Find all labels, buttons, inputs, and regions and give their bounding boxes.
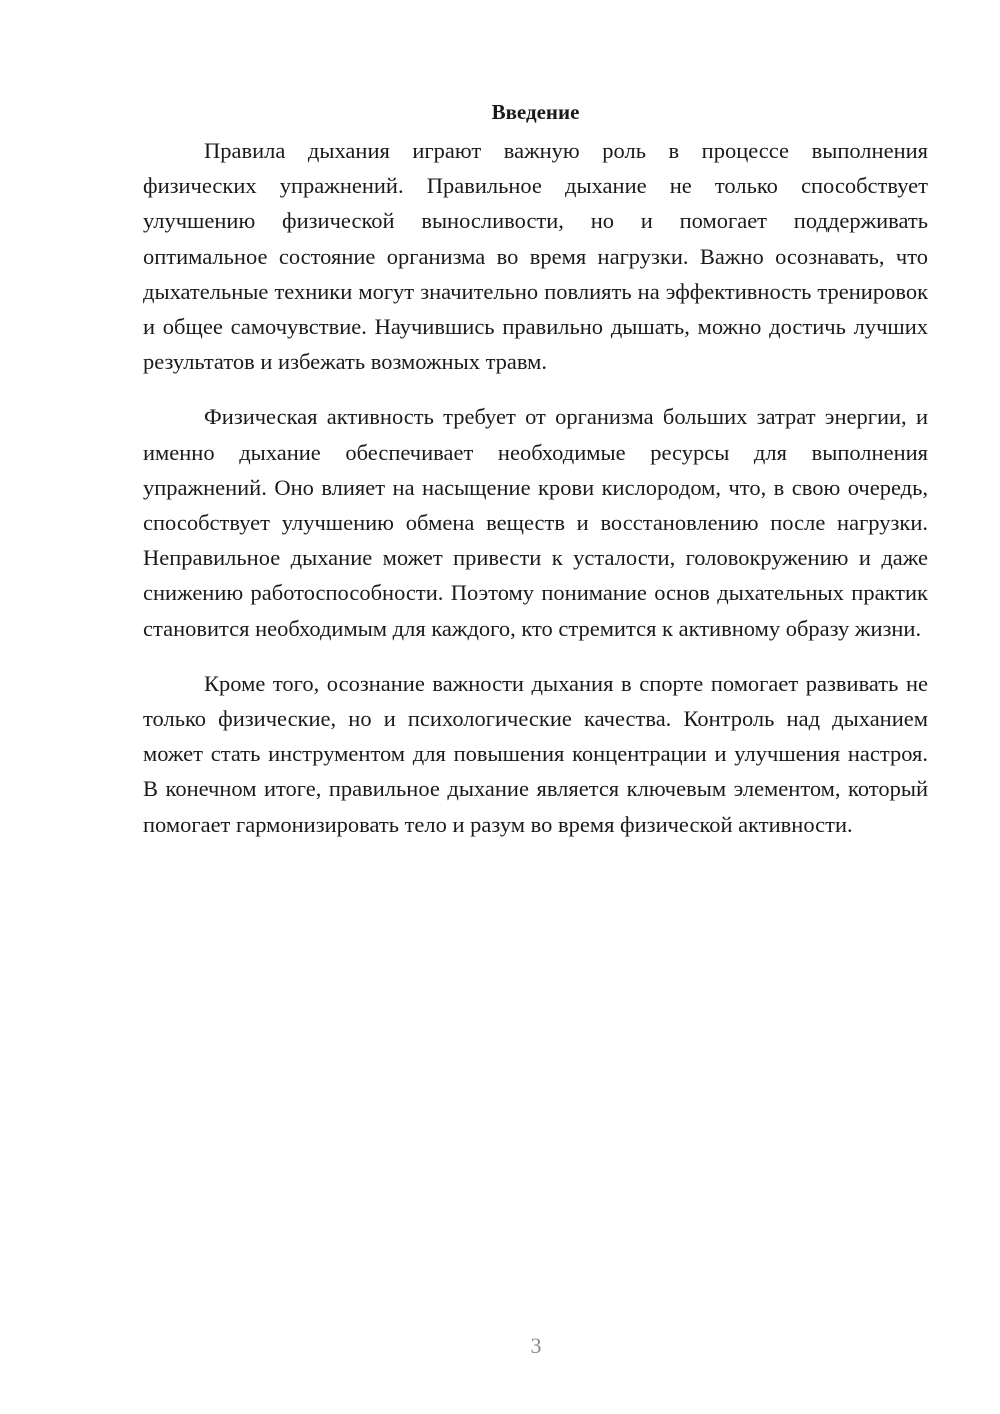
paragraph-2: Физическая активность требует от организма больших затрат энергии, и именно дыхание обеспечивает необходимые ресурсы для выполнения упражнений. Оно влияет на насыщение крови кислородом, что, в свою очередь, способствует улучшению обмена веществ и восстановлению после нагрузки. Неправильное дыхание может привести к усталости, головокружению и даже снижению работоспособности. Поэтому понимание основ дыхательных практик становится необходимым для каждого, кто стремится к активному образу жизни. [143,404,928,641]
page-number: 3 [530,1333,542,1358]
page-content [143,95,928,862]
paragraph-1: Правила дыхания играют важную роль в процессе выполнения физических упражнений. Правильное дыхание не только способствует улучшению физической выносливости, но и помогает поддерживать оптимальное состояние организма во время нагрузки. Важно осознавать, что дыхательные техники могут значительно повлиять на эффективность тренировок и общее самочувствие. Научившись правильно дышать, можно достичь лучших результатов и избежать возможных травм. [143,138,928,375]
paragraph-3: Кроме того, осознание важности дыхания в спорте помогает развивать не только физические, но и психологические качества. Контроль над дыханием может стать инструментом для повышения концентрации и улучшения настроя. В конечном итоге, правильное дыхание является ключевым элементом, который помогает гармонизировать тело и разум во время физической активности. [143,670,928,837]
section-heading: Введение [491,100,580,124]
